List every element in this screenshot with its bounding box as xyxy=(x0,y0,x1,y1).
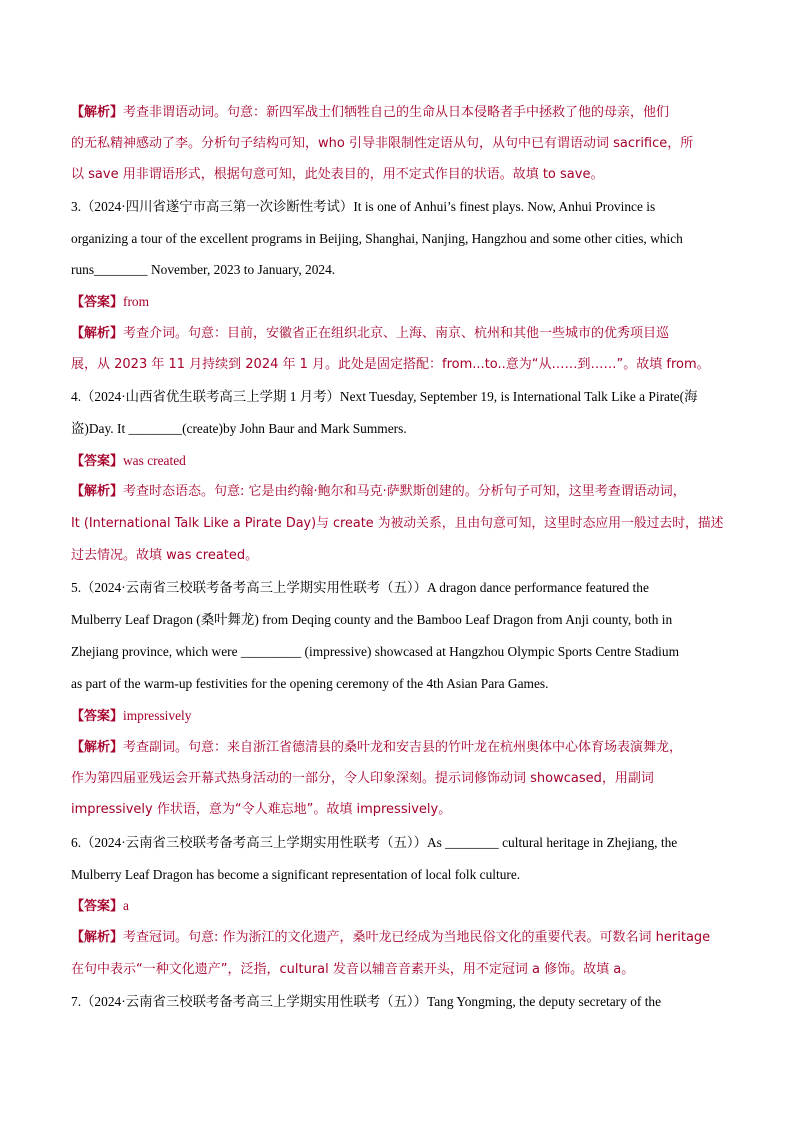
line-text: 盗)Day. It ________(create)by John Baur and Mark Summers. xyxy=(71,421,407,436)
answer-tag: 【答案】 xyxy=(71,899,124,914)
question-line xyxy=(71,641,723,663)
analysis-line xyxy=(71,799,723,821)
analysis-line xyxy=(71,927,723,949)
line-text: 考查副词。句意：来自浙江省德清县的桑叶龙和安吉县的竹叶龙在杭州奥体中心体育场表演舞龙， xyxy=(123,740,683,755)
line-text: 以 save 用非谓语形式，根据句意可知，此处表目的，用不定式作目的状语。故填 to save。 xyxy=(71,167,604,182)
question-line xyxy=(71,386,723,408)
line-text: 3.（2024·四川省遂宁市高三第一次诊断性考试）It is one of Anhui’s finest plays. Now, Anhui Province is xyxy=(71,199,656,214)
analysis-line xyxy=(71,513,724,535)
line-text: 考查时态语态。句意: 它是由约翰·鲍尔和马克·萨默斯创建的。分析句子可知，这里考查谓语动词， xyxy=(123,484,686,499)
analysis-line xyxy=(71,545,723,567)
question-line xyxy=(71,577,723,599)
question-line xyxy=(71,228,723,250)
analysis-tag: 【解析】 xyxy=(71,484,124,499)
analysis-line xyxy=(71,102,723,124)
analysis-line xyxy=(71,354,723,376)
answer-tag: 【答案】 xyxy=(71,709,124,724)
question-line xyxy=(71,832,723,854)
question-line xyxy=(71,196,723,218)
line-text: organizing a tour of the excellent programs in Beijing, Shanghai, Nanjing, Hangzhou and some other cities, which xyxy=(71,231,683,246)
analysis-tag: 【解析】 xyxy=(71,930,124,945)
line-text: Mulberry Leaf Dragon (桑叶舞龙) from Deqing county and the Bamboo Leaf Dragon from Anji county, both in xyxy=(71,612,673,627)
line-text: 展，从 2023 年 11 月持续到 2024 年 1 月。此处是固定搭配：from...to..意为“从……到……”。故填 from。 xyxy=(71,357,710,372)
analysis-line xyxy=(71,768,723,790)
analysis-tag: 【解析】 xyxy=(71,740,124,755)
analysis-line xyxy=(71,133,723,155)
answer-tag: 【答案】 xyxy=(71,454,124,469)
analysis-tag: 【解析】 xyxy=(71,326,124,341)
line-text: impressively 作状语，意为“令人难忘地”。故填 impressively。 xyxy=(71,802,452,817)
line-text: 4.（2024·山西省优生联考高三上学期 1 月考）Next Tuesday, September 19, is International Talk Like a Pirate(海 xyxy=(71,389,698,404)
question-line xyxy=(71,609,723,631)
answer-tag: 【答案】 xyxy=(71,295,124,310)
line-text: 5.（2024·云南省三校联考备考高三上学期实用性联考（五））A dragon dance performance featured the xyxy=(71,580,649,595)
line-text: 考查非谓语动词。句意：新四军战士们牺牲自己的生命从日本侵略者手中拯救了他的母亲，他们 xyxy=(123,105,670,120)
line-text: It (International Talk Like a Pirate Day)与 create 为被动关系，且由句意可知，这里时态应用一般过去时，描述 xyxy=(71,516,724,531)
line-text: 作为第四届亚残运会开幕式热身活动的一部分，令人印象深刻。提示词修饰动词 showcased，用副词 xyxy=(71,771,654,786)
line-text: 考查冠词。句意: 作为浙江的文化遗产，桑叶龙已经成为当地民俗文化的重要代表。可数名词 heritage xyxy=(123,930,711,945)
answer-text: from xyxy=(123,294,150,309)
analysis-line xyxy=(71,323,723,345)
analysis-line xyxy=(71,164,723,186)
line-text: 7.（2024·云南省三校联考备考高三上学期实用性联考（五））Tang Yongming, the deputy secretary of the xyxy=(71,994,662,1009)
line-text: 过去情况。故填 was created。 xyxy=(71,548,259,563)
question-line xyxy=(71,991,723,1013)
line-text: runs________ November, 2023 to January, 2024. xyxy=(71,262,336,277)
answer-line xyxy=(71,895,723,917)
line-text: Mulberry Leaf Dragon has become a significant representation of local folk culture. xyxy=(71,867,521,882)
question-line xyxy=(71,418,723,440)
answer-line xyxy=(71,705,723,727)
answer-line xyxy=(71,450,723,472)
analysis-line xyxy=(71,737,723,759)
question-line xyxy=(71,673,723,695)
line-text: 6.（2024·云南省三校联考备考高三上学期实用性联考（五））As ________ cultural heritage in Zhejiang, the xyxy=(71,835,678,850)
line-text: 在句中表示“一种文化遗产”，泛指，cultural 发音以辅音音素开头，用不定冠词 a 修饰。故填 a。 xyxy=(71,962,635,977)
analysis-line xyxy=(71,481,723,503)
answer-text: a xyxy=(123,898,129,913)
line-text: Zhejiang province, which were _________ (impressive) showcased at Hangzhou Olympic Sports Centre Stadium xyxy=(71,644,680,659)
answer-text: impressively xyxy=(123,708,192,723)
analysis-tag: 【解析】 xyxy=(71,105,124,120)
line-text: 考查介词。句意：目前，安徽省正在组织北京、上海、南京、杭州和其他一些城市的优秀项目巡 xyxy=(123,326,670,341)
question-line xyxy=(71,864,723,886)
answer-line xyxy=(71,291,723,313)
answer-text: was created xyxy=(123,453,186,468)
line-text: as part of the warm-up festivities for the opening ceremony of the 4th Asian Para Games. xyxy=(71,676,549,691)
analysis-line xyxy=(71,959,723,981)
line-text: 的无私精神感动了李。分析句子结构可知，who 引导非限制性定语从句，从句中已有谓语动词 sacrifice，所 xyxy=(71,136,694,151)
question-line xyxy=(71,259,723,281)
